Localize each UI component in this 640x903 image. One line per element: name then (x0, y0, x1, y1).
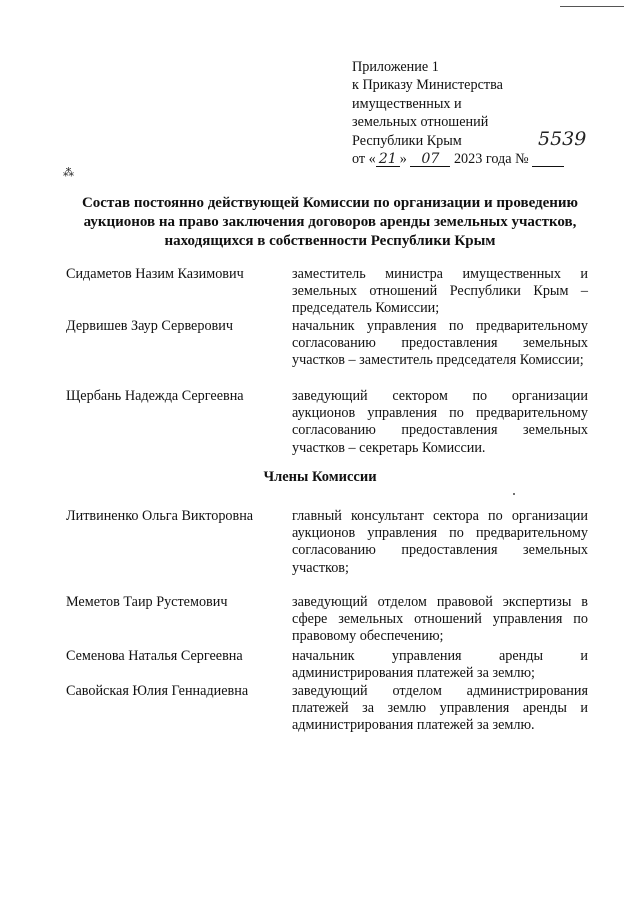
person-role: главный консультант сектора по организации аукционов управления по предварительному согласованию предоставления земельных участков; (292, 508, 588, 576)
person-role: начальник управления по предварительному согласованию предоставления земельных участков – заместитель председателя Комиссии; (292, 318, 588, 369)
person-role: начальник управления аренды и администрирования платежей за землю; (292, 648, 588, 682)
title-line-1: Состав постоянно действующей Комиссии по организации и проведению (81, 195, 579, 211)
top-edge-line (560, 6, 624, 7)
appendix-date-line (352, 150, 564, 168)
person-name: Семенова Наталья Сергеевна (66, 648, 243, 664)
scan-speck: ⁂ (63, 167, 74, 179)
appendix-line-3: имущественных и (352, 95, 462, 112)
appendix-line-1: Приложение 1 (352, 59, 439, 75)
date-day: 21 (376, 152, 400, 167)
person-role: заведующий отделом администрирования платежей за землю управления аренды и администрирования платежей за землю. (292, 683, 588, 734)
date-prefix: от « (352, 151, 376, 168)
order-number-handwritten: 5539 (538, 128, 587, 150)
members-heading: Члены Комиссии (263, 469, 377, 485)
date-mid: » (399, 151, 407, 168)
appendix-block (352, 58, 564, 168)
appendix-line-5: Республики Крым (352, 132, 462, 149)
person-role: заместитель министра имущественных и земельных отношений Республики Крым – председатель Комиссии; (292, 266, 588, 317)
person-name: Меметов Таир Рустемович (66, 594, 228, 610)
appendix-line-2: к Приказу Министерства (352, 77, 503, 94)
document-title (60, 194, 600, 251)
person-name: Дервишев Заур Серверович (66, 318, 233, 334)
person-name: Сидаметов Назим Казимович (66, 266, 244, 282)
title-line-3: находящихся в собственности Республики Крым (164, 233, 496, 249)
date-year: 2023 года № (453, 151, 529, 168)
date-month: 07 (410, 152, 450, 167)
person-name: Савойская Юлия Геннадиевна (66, 683, 249, 699)
person-role: заведующий сектором по организации аукционов управления по предварительному согласованию предоставления земельных участков – секретарь Комиссии. (292, 388, 588, 456)
order-number-underline (532, 152, 564, 167)
person-name: Щербань Надежда Сергеевна (66, 388, 244, 404)
scan-dot (513, 493, 515, 495)
person-role: заведующий отделом правовой экспертизы в сфере земельных отношений управления по правовому обеспечению; (292, 594, 588, 645)
person-name: Литвиненко Ольга Викторовна (66, 508, 254, 524)
appendix-line-4: земельных отношений (352, 114, 489, 131)
title-line-2: аукционов на право заключения договоров аренды земельных участков, (83, 214, 577, 230)
